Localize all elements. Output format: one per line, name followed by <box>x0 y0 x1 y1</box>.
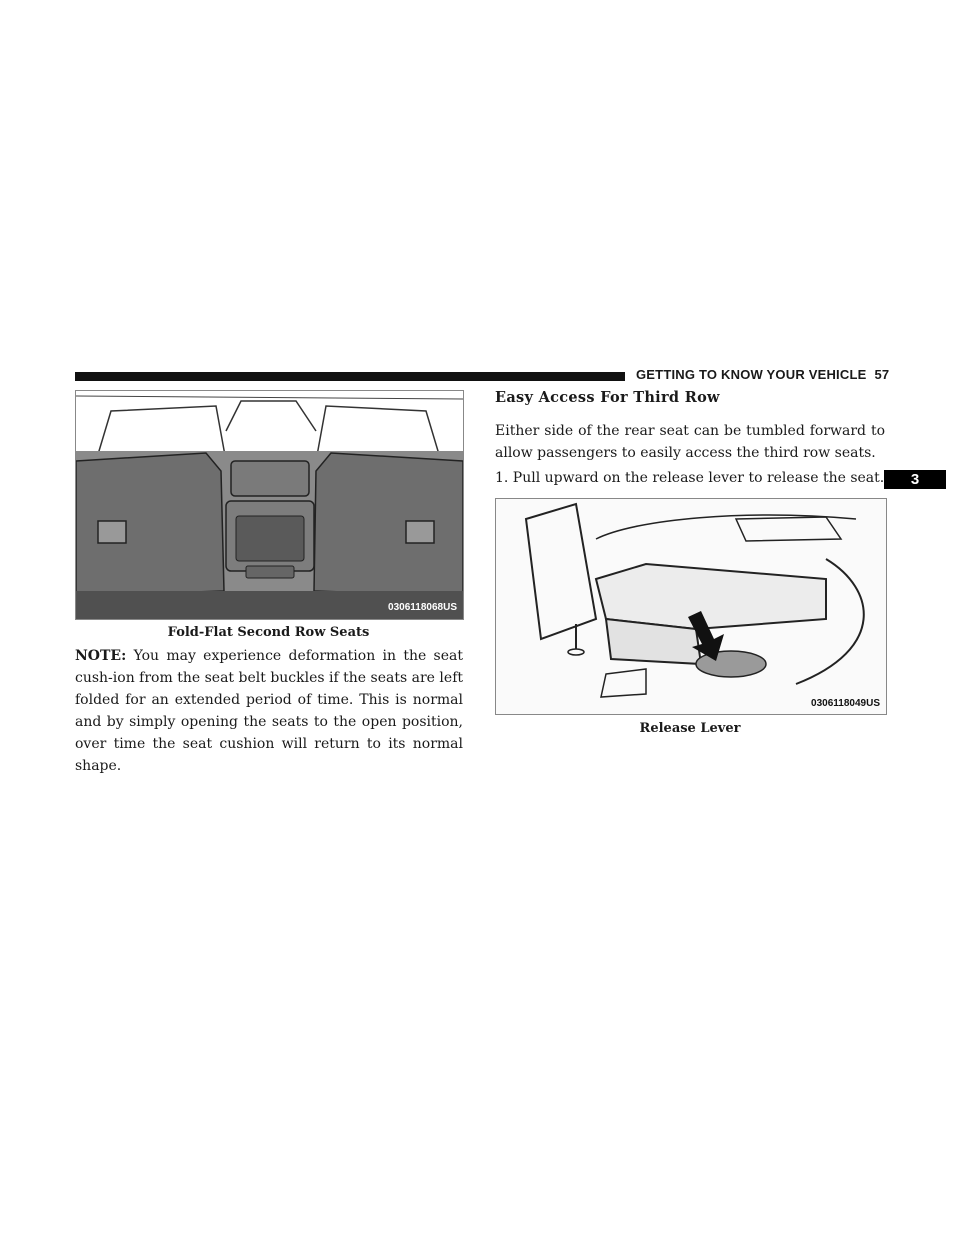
section-heading: Easy Access For Third Row <box>495 389 720 406</box>
step-1: 1. Pull upward on the release lever to release the seat. <box>495 470 885 486</box>
lever-drawing <box>496 499 886 714</box>
header-rule <box>75 372 625 381</box>
chapter-tab: 3 <box>884 470 946 489</box>
figure-id: 0306118049US <box>811 698 880 709</box>
seats-drawing <box>76 391 463 619</box>
release-lever-illustration <box>495 498 887 715</box>
figure-id: 0306118068US <box>388 602 457 613</box>
figure-caption: Fold-Flat Second Row Seats <box>167 625 370 640</box>
fold-flat-seats-illustration <box>75 390 464 620</box>
note-paragraph <box>75 645 463 777</box>
running-header <box>636 367 890 382</box>
page-number: 57 <box>874 367 890 382</box>
note-text: You may experience deformation in the seat cush-ion from the seat belt buckles if the seats are left folded for an extended period of time. This is normal and by simply opening the seats to the open position, over time the seat cushion will return to its normal shape. <box>75 648 463 774</box>
header-title: GETTING TO KNOW YOUR VEHICLE <box>636 367 867 382</box>
figure-caption: Release Lever <box>639 721 741 736</box>
note-label: NOTE: <box>75 648 127 664</box>
section-paragraph: Either side of the rear seat can be tumbled forward to allow passengers to easily access the third row seats. <box>495 423 885 461</box>
